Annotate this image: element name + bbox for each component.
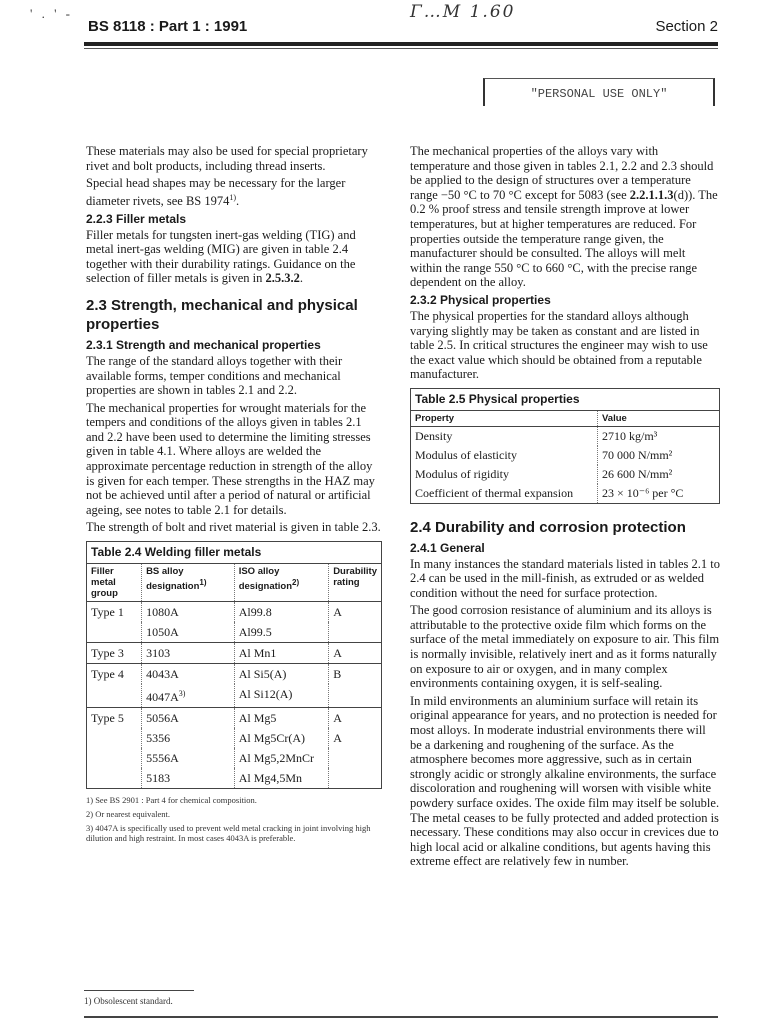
filler-group-cell: Type 3 [87,642,142,663]
paragraph: The mechanical properties for wrought materials for the tempers and conditions of the alloys given in tables 2.1 and 2.2 have been used to determine the limiting stresses given in table 4.1. Where alloys are welded the approximate percentage reduction in strength of the alloy is given for each temper. These strengths in the HAZ may not be achieved until after a period of natural or artificial ageing, see notes to table 2.1 for details. [86,400,375,517]
iso-alloy-cell: Al Si12(A) [234,684,328,708]
paragraph: The range of the standard alloys together with their available forms, temper conditions and mechanical properties are shown in tables 2.1 and 2.2. [86,353,343,398]
bottom-rule [84,1016,718,1018]
filler-group-cell: Type 1 [87,601,142,622]
bs-alloy-cell: 5056A [142,707,235,728]
table-caption: Table 2.5 Physical properties [411,389,719,411]
paragraph: The good corrosion resistance of aluminium and its alloys is attributable to the protective oxide film which forms on the surface of the metal immediately on exposure to air. This film is normally invisible, relatively inert and as it forms naturally on exposure to air or oxygen, and in many complex environments containing oxygen, it is self-sealing. [410,603,720,691]
bs-alloy-cell: 5556A [142,748,235,768]
section-label: Section 2 [655,18,718,35]
column-header: ISO alloy designation$^{2)}$ [234,564,328,602]
table-row [87,707,381,728]
table-row [411,426,719,446]
heading-2-4-1: 2.4.1 General [410,540,485,555]
paragraph: Filler metals for tungsten inert-gas welding (TIG) and metal inert-gas welding (MIG) are given in table 2.4 together with their durability ratings. Guidance on the selection of filler metals is given in 2.5.3.2. [86,227,356,286]
column-header: Filler metal group [87,564,142,602]
heading-2-2-3: 2.2.3 Filler metals [86,211,187,226]
heading-2-3-2: 2.3.2 Physical properties [410,292,551,307]
bs-alloy-cell: 1050A [142,622,235,643]
iso-alloy-cell: Al Si5(A) [234,663,328,684]
bs-alloy-cell: 5183 [142,768,235,788]
table-row [87,663,381,684]
durability-cell [329,748,381,768]
bs-alloy-cell: 1080A [142,601,235,622]
durability-cell: A [329,642,381,663]
table-row [87,601,381,622]
property-cell: Coefficient of thermal expansion [411,484,598,503]
paragraph: In mild environments an aluminium surface will retain its original appearance for years, and no protection is needed for most alloys. In moderate industrial environments there will be a darkening and roughening of the surface. As the atmosphere becomes more aggressive, such as in certain strongly acidic or strongly alkaline environments, the surface discoloration and roughening will worsen with visible white powdery surface oxides. The oxide film may itself be soluble. The metal ceases to be fully protected and added protection is necessary. These conditions may also occur in crevices due to high local acid or alkaline conditions, but agents having this extreme effect are relatively few in number. [410,693,720,869]
table-note: 2) Or nearest equivalent. [86,808,171,819]
table-2-5 [410,388,720,504]
column-header: BS alloy designation$^{1)}$ [142,564,235,602]
header-rule [84,42,718,46]
table-row [87,748,381,768]
value-cell: 23 × 10⁻⁶ per °C [602,485,684,500]
filler-group-cell [87,768,142,788]
paragraph: The strength of bolt and rivet material is given in table 2.3. [86,520,381,535]
paragraph: These materials may also be used for special proprietary rivet and bolt products, including thread inserts. [86,144,368,173]
durability-cell: A [329,707,381,728]
table-2-4 [86,541,382,789]
property-cell: Density [411,426,598,446]
table-row [411,465,719,484]
iso-alloy-cell: Al99.8 [234,601,328,622]
filler-group-cell: Type 5 [87,707,142,728]
durability-cell [329,684,381,708]
filler-group-cell [87,728,142,748]
bs-alloy-cell: 4043A [142,663,235,684]
durability-cell: A [329,601,381,622]
table-notes [86,795,382,843]
table-row [87,642,381,663]
table-note: 1) See BS 2901 : Part 4 for chemical composition. [86,794,257,805]
value-cell: 26 600 N/mm² [602,466,673,481]
iso-alloy-cell: Al99.5 [234,622,328,643]
paragraph: Special head shapes may be necessary for the larger diameter rivets, see BS 1974$^{1)}$. [86,176,346,208]
iso-alloy-cell: Al Mg5,2MnCr [234,748,328,768]
durability-cell [329,768,381,788]
column-header: Property [411,411,598,427]
handwritten-note: Γ…M 1.60 [410,2,516,22]
bs-alloy-cell: 5356 [142,728,235,748]
margin-marks: ' . ' - [30,6,74,21]
property-cell: Modulus of elasticity [411,446,598,465]
footnote-rule [84,990,194,991]
iso-alloy-cell: Al Mg4,5Mn [234,768,328,788]
filler-group-cell [87,684,142,708]
heading-2-3-1: 2.3.1 Strength and mechanical properties [86,337,321,352]
column-header: Value [598,411,720,427]
column-header: Durability rating [329,564,381,602]
bs-alloy-cell: $4047A^{3)}$ [142,684,235,708]
table-row [87,622,381,643]
iso-alloy-cell: Al Mg5Cr(A) [234,728,328,748]
bs-alloy-cell: 3103 [142,642,235,663]
paragraph: The physical properties for the standard alloys although varying slightly may be taken as constant and are listed in table 2.5. In critical structures the engineer may wish to use the exact value which should be obtained from a reputable manufacturer. [410,308,708,382]
iso-alloy-cell: Al Mn1 [234,642,328,663]
property-cell: Modulus of rigidity [411,465,598,484]
table-row [87,768,381,788]
table-note: 3) 4047A is specifically used to prevent weld metal cracking in joint involving high dilution and high restraint. In most cases 4043A is preferable. [86,822,371,843]
iso-alloy-cell: Al Mg5 [234,707,328,728]
table-row [87,728,381,748]
durability-cell [329,622,381,643]
page-footnote: 1) Obsolescent standard. [84,996,173,1006]
heading-2-4: 2.4 Durability and corrosion protection [410,518,686,536]
paragraph: In many instances the standard materials listed in tables 2.1 to 2.4 can be used in the mill-finish, as extruded or as welded condition without the need for surface protection. [410,556,720,600]
value-cell: 70 000 N/mm² [602,447,673,462]
table-row [87,684,381,708]
table-caption: Table 2.4 Welding filler metals [87,542,381,564]
filler-group-cell: Type 4 [87,663,142,684]
left-column [86,144,382,847]
filler-group-cell [87,748,142,768]
document-reference: BS 8118 : Part 1 : 1991 [88,18,248,35]
filler-group-cell [87,622,142,643]
header-rule-thin [84,48,718,49]
value-cell: 2710 kg/m³ [602,428,658,443]
table-row [411,446,719,465]
right-column [410,144,720,872]
durability-cell: B [329,663,381,684]
table-row [411,484,719,503]
durability-cell: A [333,730,342,745]
heading-2-3: 2.3 Strength, mechanical and physical properties [86,296,358,333]
personal-use-stamp: "PERSONAL USE ONLY" [483,78,715,106]
paragraph: The mechanical properties of the alloys vary with temperature and those given in tables 2.1, 2.2 and 2.3 should be applied to the design of structures over a temperature range −50 °C to 70 °C except for 5083 (see 2.2.1.1.3(d)). The 0.2 % proof stress and tensile strength improve at lower temperatures, but at higher temperatures are reduced. For properties outside the temperature range given, the manufacturer should be consulted. The alloys will melt within the range 550 °C to 660 °C, with the precise range dependent on the alloy. [410,144,718,290]
